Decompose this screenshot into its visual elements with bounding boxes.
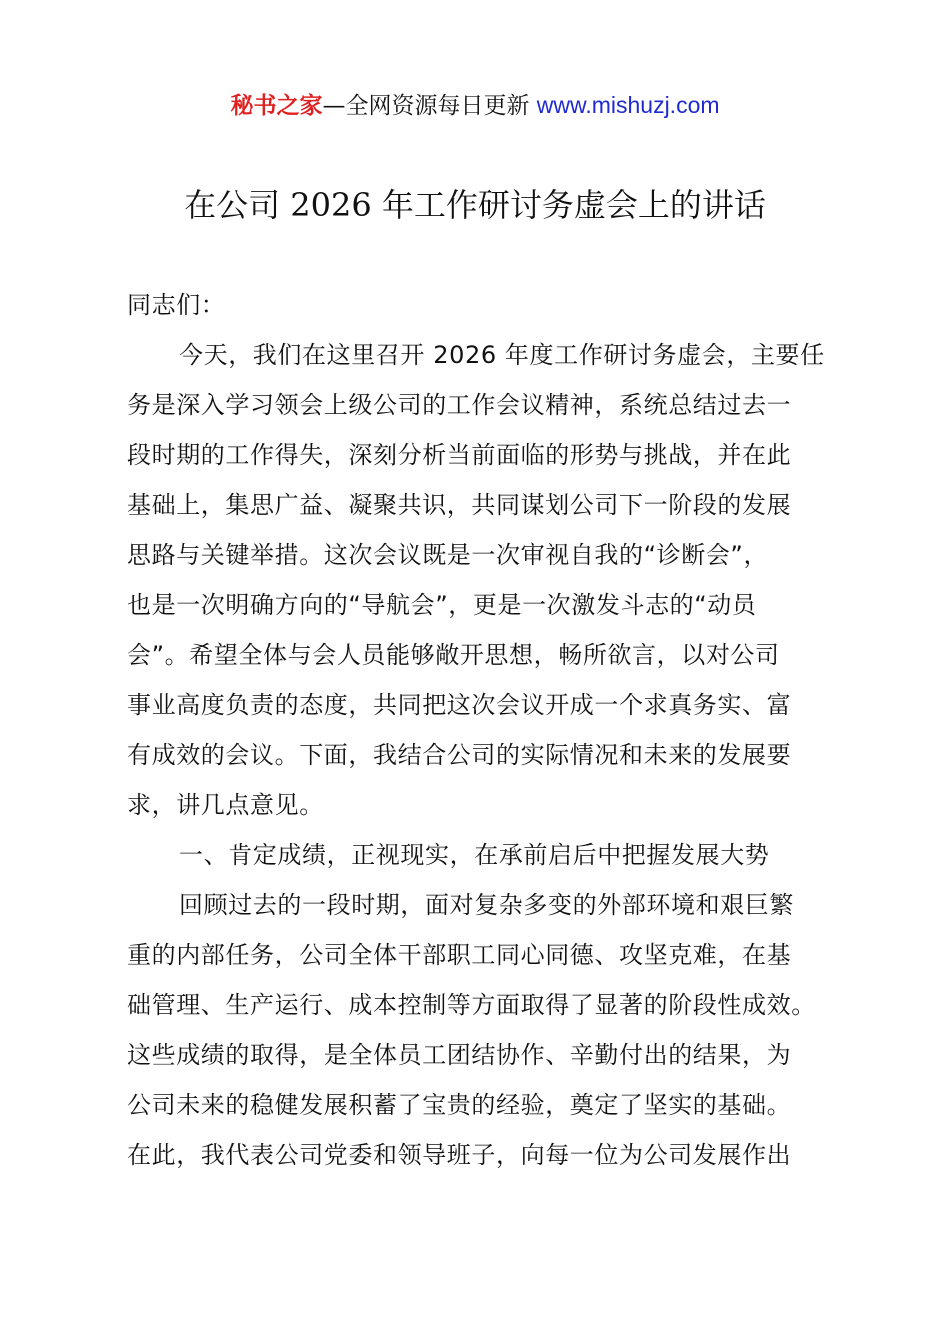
section-heading: 一、肯定成绩，正视现实，在承前启后中把握发展大势 <box>179 841 770 869</box>
paragraph-line: 础管理、生产运行、成本控制等方面取得了显著的阶段性成效。 <box>127 991 816 1019</box>
paragraph-line: 在此，我代表公司党委和领导班子，向每一位为公司发展作出 <box>127 1141 792 1169</box>
site-header <box>0 88 950 123</box>
header-slogan: —全网资源每日更新 <box>322 93 537 119</box>
paragraph-line: 也是一次明确方向的“导航会”，更是一次激发斗志的“动员 <box>127 591 757 619</box>
paragraph-line: 段时期的工作得失，深刻分析当前面临的形势与挑战，并在此 <box>127 441 792 469</box>
site-url-link[interactable]: www.mishuzj.com <box>536 92 720 118</box>
paragraph-line: 基础上，集思广益、凝聚共识，共同谋划公司下一阶段的发展 <box>127 491 792 519</box>
paragraph-line: 这些成绩的取得，是全体员工团结协作、辛勤付出的结果，为 <box>127 1041 792 1069</box>
paragraph-line: 回顾过去的一段时期，面对复杂多变的外部环境和艰巨繁 <box>179 891 794 919</box>
paragraph-line: 今天，我们在这里召开 2026 年度工作研讨务虚会，主要任 <box>179 341 825 369</box>
paragraph-line: 公司未来的稳健发展积蓄了宝贵的经验，奠定了坚实的基础。 <box>127 1091 792 1119</box>
paragraph-line: 有成效的会议。下面，我结合公司的实际情况和未来的发展要 <box>127 741 792 769</box>
salutation: 同志们： <box>127 291 226 319</box>
paragraph-line: 重的内部任务，公司全体干部职工同心同德、攻坚克难，在基 <box>127 941 792 969</box>
paragraph-line: 会”。希望全体与会人员能够敞开思想，畅所欲言，以对公司 <box>127 641 780 669</box>
document-body <box>127 280 832 1180</box>
brand-name: 秘书之家 <box>230 93 323 119</box>
paragraph-line: 思路与关键举措。这次会议既是一次审视自我的“诊断会”， <box>127 541 769 569</box>
paragraph-line: 务是深入学习领会上级公司的工作会议精神，系统总结过去一 <box>127 391 792 419</box>
document-title: 在公司 2026 年工作研讨务虚会上的讲话 <box>184 186 766 224</box>
paragraph-line: 求，讲几点意见。 <box>127 791 324 819</box>
paragraph-line: 事业高度负责的态度，共同把这次会议开成一个求真务实、富 <box>127 691 792 719</box>
